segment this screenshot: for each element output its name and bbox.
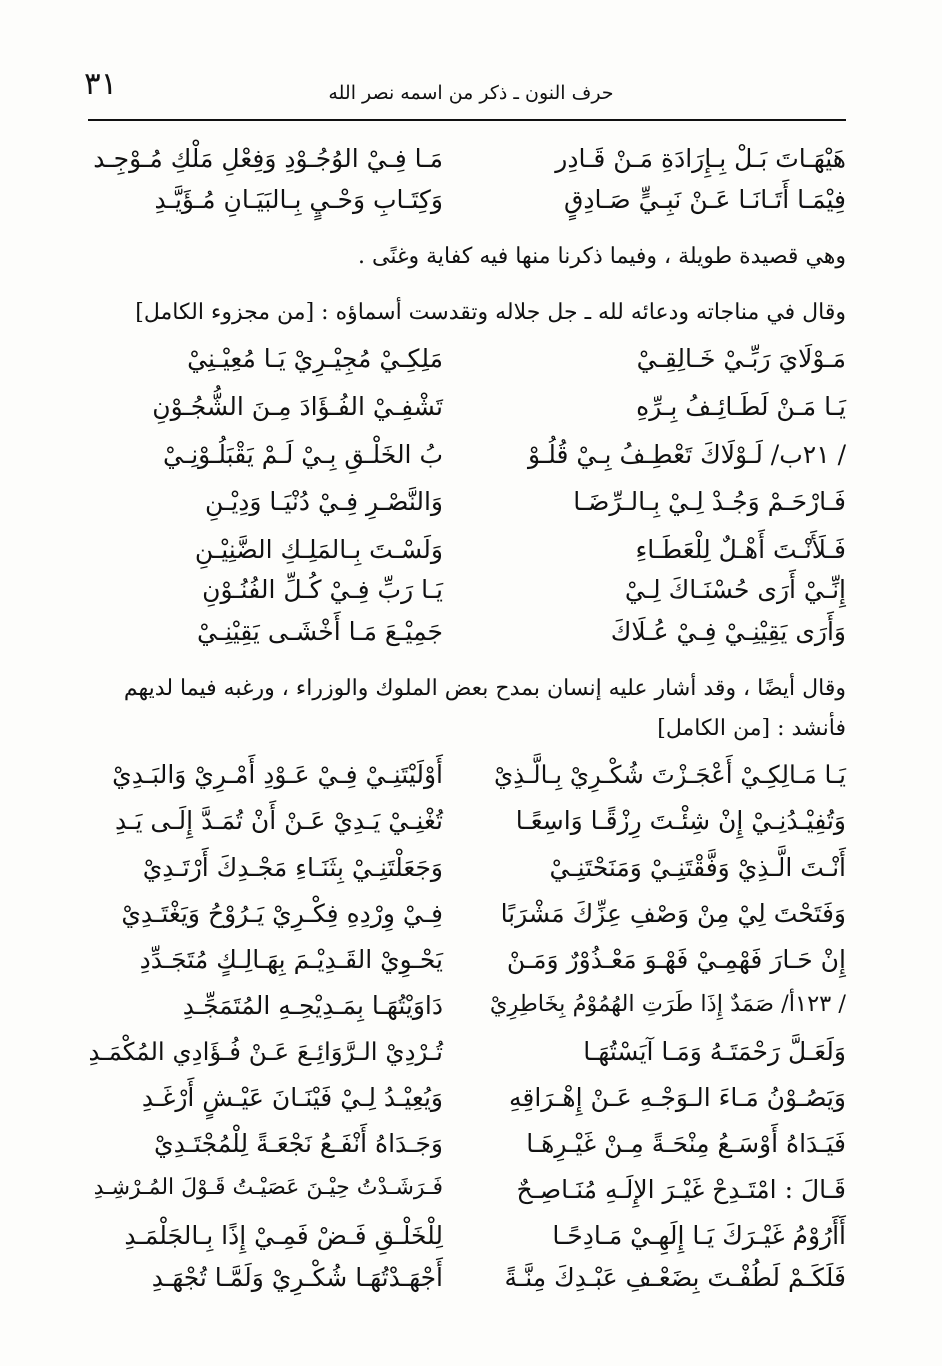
verse-row xyxy=(88,487,846,535)
verse-row xyxy=(88,440,846,488)
verse-second-hemistich: أَوْلَيْتَنِـيْ فِـيْ عَـوْدِ أَمْـرِيْ وَالبَـدِيْ xyxy=(112,760,443,789)
verse-row xyxy=(88,344,846,392)
verse-second-hemistich: فِـيْ وِرْدِهِ فِكْـرِيْ يَـرُوْحُ وَيَغْتَـدِيْ xyxy=(121,899,443,928)
verse-row xyxy=(88,185,846,233)
section-intro: وقال أيضًا ، وقد أشار عليه إنسان بمدح بعض الملوك والوزراء ، ورغبه فيما لديهم xyxy=(123,676,846,701)
verse-row xyxy=(88,806,846,854)
verse-row xyxy=(88,1037,846,1085)
verse-second-hemistich: وَلَسْـتَ بِـالمَلِـكِ الضَّنِيْـنِ xyxy=(194,535,443,564)
verse-first-hemistich: فَلَكَـمْ لَطُفْـتَ بِضَعْـفِ عَبْـدِكَ مِنَّـةً xyxy=(504,1263,846,1292)
verse-second-hemistich: لِلْخَلْـقِ فَـضْ فَمِـيْ إِذًا بِـالجَلْمَـدِ xyxy=(124,1221,443,1250)
verse-first-hemistich: قَـالَ : امْتَـدِحْ غَيْـرَ الإِلَـهِ مُنَـاصِـحٌ xyxy=(516,1175,846,1204)
verse-row xyxy=(88,617,846,665)
verse-second-hemistich: مَلِكِـيْ مُجِيْـرِيْ يَـا مُعِيْـنِيْ xyxy=(187,344,443,373)
verse-second-hemistich: وَجَـدَاهُ أَنْفَـعُ نَجْعَـةً لِلْمُجْتَـدِيْ xyxy=(154,1129,443,1158)
verse-first-hemistich: وَلَعَـلَّ رَحْمَتَـهُ وَمَـا آيَسْتُهَـا xyxy=(583,1037,846,1066)
page-number: ٣١ xyxy=(84,66,118,102)
verse-first-hemistich: أَنْـتَ الَّـذِيْ وَفَّقْتَنِـيْ وَمَنَحْتَنِـيْ xyxy=(549,853,846,882)
verse-row xyxy=(88,1263,846,1311)
verse-second-hemistich: يَحْـوِيْ القَـدِيْـمَ بِهَـالِـكٍ مُتَجَـدِّدِ xyxy=(139,945,443,974)
header-rule xyxy=(88,119,846,121)
verse-first-hemistich: وَأَرَى يَقِيْنِـيْ فِـيْ عُـلَاكَ xyxy=(610,617,846,646)
verse-row xyxy=(88,760,846,808)
verse-row xyxy=(88,1175,846,1223)
verse-second-hemistich: وَجَعَلْتَنِـيْ بِثَنَـاءِ مَجْـدِكَ أَرْتَـدِيْ xyxy=(142,853,443,882)
verse-second-hemistich: يَـا رَبِّ فِـيْ كُـلِّ الفُنُـوْنِ xyxy=(202,575,443,604)
verse-second-hemistich: وَكِتَـابِ وَحْـيٍ بِـالبَيَـانِ مُـؤَيَّـدِ xyxy=(154,185,443,214)
verse-row xyxy=(88,991,846,1039)
verse-first-hemistich: وَيَصُـوْنُ مَـاءَ الـوَجْـهِ عَـنْ إِهْـرَاقِهِ xyxy=(509,1083,846,1112)
verse-second-hemistich: تُغْنِـيْ يَـدِيْ عَـنْ أَنْ تُمَـدَّ إِلَـى يَـدِ xyxy=(115,806,443,835)
verse-second-hemistich: تَشْفِـيْ الفُـؤَادَ مِـنَ الشُّجُـوْنِ xyxy=(152,392,443,421)
verse-row xyxy=(88,575,846,623)
verse-row xyxy=(88,1221,846,1269)
verse-first-hemistich: هَيْهَـاتَ بَـلْ بِـإِرَادَةِ مَـنْ قَـادِر xyxy=(555,144,846,173)
verse-first-hemistich: / ١٢٣أ/ صَمَدٌ إِذَا طَرَتِ الهُمُوْمُ بِخَاطِرِيْ xyxy=(489,991,846,1017)
verse-first-hemistich: وَفَتَحْتَ لِيْ مِنْ وَصْفِ عِزِّكَ مَشْرَبًا xyxy=(500,899,846,928)
verse-second-hemistich: فَـرَشَـدْتُ حِيْـنَ عَصَيْـتُ قَـوْلَ المُـرْشِـدِ xyxy=(93,1175,443,1200)
verse-first-hemistich: يَـا مَـنْ لَطَـائِـفُ بِـرِّهِ xyxy=(636,392,846,421)
verse-row xyxy=(88,853,846,901)
verse-second-hemistich: جَمِيْـعَ مَـا أَخْشَـى يَقِيْنِـيْ xyxy=(197,617,443,646)
verse-first-hemistich: فِيْمَـا أَتَـانَـا عَـنْ نَبِـيٍّ صَـادِقٍ xyxy=(563,185,846,214)
verse-row xyxy=(88,899,846,947)
verse-first-hemistich: فَـارْحَـمْ وَجُـدْ لِـيْ بِـالـرِّضَـا xyxy=(573,487,846,516)
verse-first-hemistich: يَـا مَـالِكِـيْ أَعْجَـزْتَ شُكْـرِيْ بِـالَّـذِيْ xyxy=(493,760,846,789)
verse-second-hemistich: وَيُعِيْـدُ لِـيْ فَيْنَـانَ عَيْـشٍ أَرْغَـدِ xyxy=(141,1083,443,1112)
verse-first-hemistich: أَأَرُوْمُ غَيْـرَكَ يَـا إِلَهِـيْ مَـادِحًـا xyxy=(552,1221,846,1250)
verse-second-hemistich: أَجْهَـدْتُهَـا شُكْـرِيْ وَلَمَّـا تُجْهَـدِ xyxy=(151,1263,443,1292)
verse-row xyxy=(88,392,846,440)
running-title: حرف النون ـ ذكر من اسمه نصر الله xyxy=(328,82,614,104)
verse-row xyxy=(88,1083,846,1131)
verse-second-hemistich: مَـا فِـيْ الوُجُـوْدِ وَفِعْلِ مَلْكِ مُـوْجِـد xyxy=(93,144,443,173)
verse-row xyxy=(88,945,846,993)
prose-line: وهي قصيدة طويلة ، وفيما ذكرنا منها فيه كفاية وغنًى . xyxy=(358,244,846,269)
verse-second-hemistich: وَالنَّصْـرِ فِـيْ دُنْيَـا وَدِيْـنِ xyxy=(204,487,443,516)
verse-first-hemistich: فَـلَأَنْـتَ أَهْـلٌ لِلْعَطَـاءِ xyxy=(635,535,846,564)
verse-second-hemistich: بُ الخَلْـقِ بِـيْ لَـمْ يَقْبَلُـوْنِـيْ xyxy=(163,440,443,469)
verse-first-hemistich: فَيَـدَاهُ أَوْسَـعُ مِنْحَـةً مِـنْ غَيْـرِهَـا xyxy=(526,1129,846,1158)
section-intro-meter: فأنشد : [من الكامل] xyxy=(657,716,846,741)
verse-second-hemistich: دَاوَيْتُهَـا بِمَـدِيْحِـهِ المُتَمَجِّـدِ xyxy=(182,991,443,1020)
verse-first-hemistich: إِنْ حَـارَ فَهْمِـيْ فَهْـوَ مَعْـذُوْرٌ وَمَـنْ xyxy=(506,945,846,974)
section-intro: وقال في مناجاته ودعائه لله ـ جل جلاله وتقدست أسماؤه : [من مجزوء الكامل] xyxy=(135,300,846,325)
verse-first-hemistich: إِنِّـيْ أَرَى حُسْنَـاكَ لِـيْ xyxy=(624,575,846,604)
verse-second-hemistich: تُـرْدِيْ الـرَّوَائِـعَ عَـنْ فُـؤَادِي المُكْمَـدِ xyxy=(88,1037,443,1066)
verse-first-hemistich: وَتُفِيْـدُنِـيْ إِنْ شِئْـتَ رِزْقًـا وَاسِعًـا xyxy=(515,806,846,835)
verse-first-hemistich: / ٢١ب/ لَـوْلَاكَ تَعْطِـفُ بِـيْ قُلُـوْ xyxy=(527,440,846,469)
verse-row xyxy=(88,1129,846,1177)
verse-first-hemistich: مَـوْلَايَ رَبِّـيْ خَـالِقِـيْ xyxy=(636,344,846,373)
